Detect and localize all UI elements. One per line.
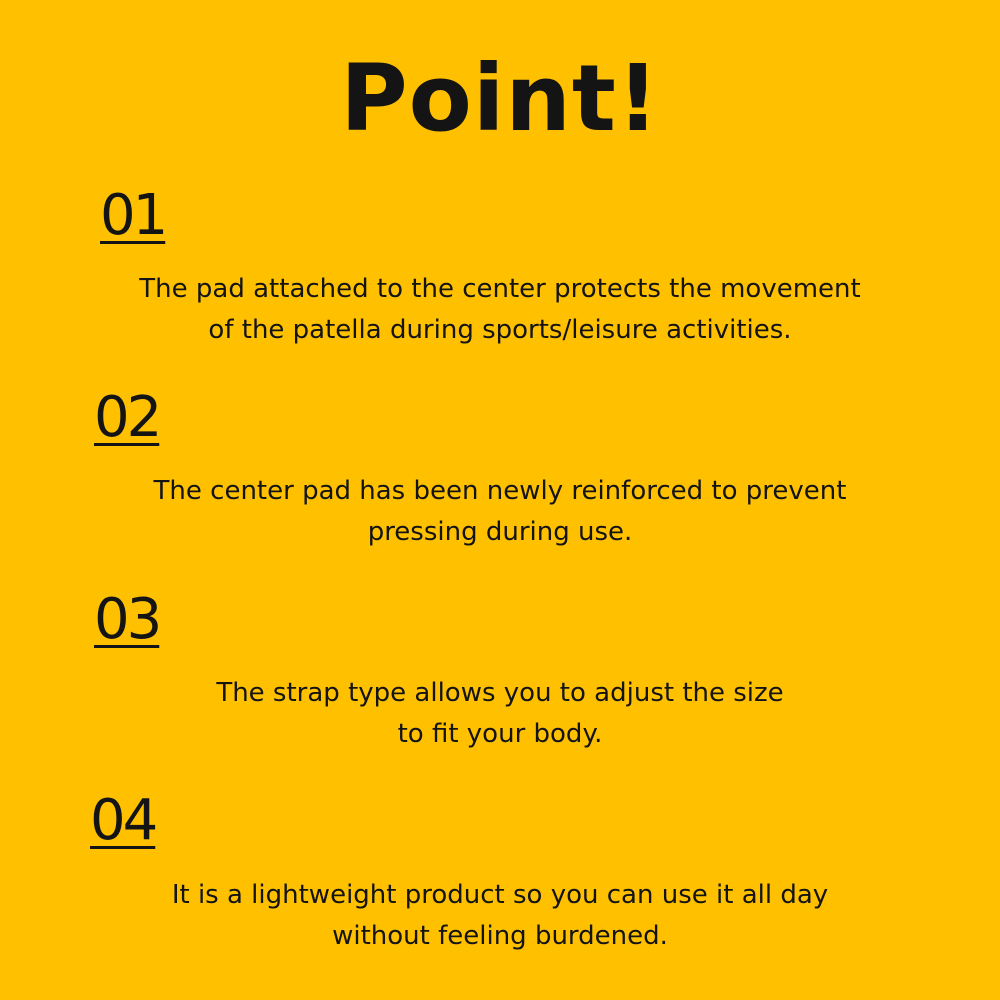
point-description-line: pressing during use. (367, 517, 633, 547)
point-number-03: 03 (94, 587, 160, 652)
point-description-line: The pad attached to the center protects the movement (139, 274, 861, 304)
point-description-line: without feeling burdened. (332, 921, 668, 951)
point-description-03 (60, 673, 940, 755)
point-number-04: 04 (90, 788, 156, 853)
point-description-line: It is a lightweight product so you can use it all day (171, 880, 829, 910)
point-description-04 (60, 875, 940, 957)
point-description-02 (60, 471, 940, 553)
point-number-01: 01 (100, 183, 166, 248)
point-description-line: of the patella during sports/leisure activities. (208, 315, 792, 345)
point-number-02: 02 (94, 385, 160, 450)
point-description-01 (60, 269, 940, 351)
point-description-line: The center pad has been newly reinforced to prevent (153, 476, 847, 506)
page-title: Point! (340, 45, 660, 152)
point-description-line: The strap type allows you to adjust the size (216, 678, 784, 708)
point-description-line: to fit your body. (397, 719, 603, 749)
